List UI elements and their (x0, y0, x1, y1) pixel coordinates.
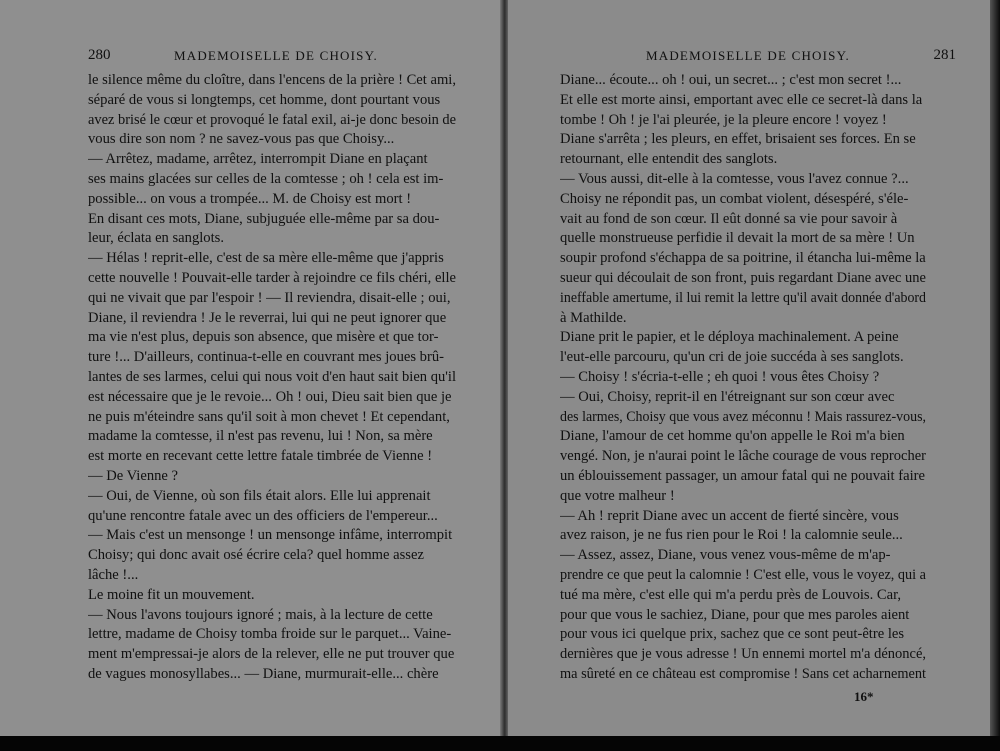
right-page-text-line: — Choisy ! s'écria-t-elle ; eh quoi ! vous êtes Choisy ? (560, 368, 880, 385)
right-running-title: MADEMOISELLE DE CHOISY. (646, 48, 850, 63)
left-page-text-line: — Arrêtez, madame, arrêtez, interrompit Diane en plaçant (88, 151, 428, 168)
left-page-text-line: de vagues monosyllabes... — Diane, murmurait-elle... chère (88, 665, 439, 682)
left-page-text-line: Le moine fit un mouvement. (88, 586, 255, 603)
left-page-text-line: En disant ces mots, Diane, subjuguée elle-même par sa dou- (88, 210, 440, 227)
left-page-text-line: cette nouvelle ! Pouvait-elle tarder à rejoindre ce fils chéri, elle (88, 269, 456, 286)
right-page-text-line: un éblouissement passager, un amour fatal qui ne pouvait faire (560, 467, 925, 484)
left-page-number: 280 (88, 47, 111, 63)
right-page-text-line: quelle monstrueuse perfidie il devait la mort de sa mère ! Un (560, 230, 915, 247)
right-page-text-line: vengé. Non, je n'aurai point le lâche courage de vous reprocher (560, 448, 926, 465)
left-page-body (88, 71, 456, 685)
right-page-text-line: prendre ce que peut la calomnie ! C'est elle, vous le voyez, qui a (560, 566, 926, 583)
left-page-text-line: qu'une rencontre fatale avec un des officiers de l'empereur... (88, 507, 438, 524)
left-page-text-line: est nécessaire que je le revoie... Oh ! oui, Dieu sait bien que je (88, 388, 452, 405)
right-page-text-line: sueur qui découlait de son front, puis regardant Diane avec une (560, 269, 926, 286)
right-page-text-line: tombe ! Oh ! je l'ai pleurée, je la pleure encore ! voyez ! (560, 111, 887, 128)
left-page-text-line: madame la comtesse, il n'est pas revenu, lui ! Non, sa mère (88, 428, 433, 445)
right-page-text-line: ma sûreté en ce château est compromise ! Sans cet acharnement (560, 665, 926, 682)
right-page-text-line: — Ah ! reprit Diane avec un accent de fierté sincère, vous (560, 507, 899, 524)
left-page-text-line: — Oui, de Vienne, où son fils était alors. Elle lui apprenait (88, 487, 431, 504)
left-page-text-line: lantes de ses larmes, celui qui nous voit d'en haut sait bien qu'il (88, 368, 456, 385)
right-page-text-line: pour que vous le sachiez, Diane, pour que mes paroles aient (560, 606, 910, 623)
right-page-text-line: à Mathilde. (560, 309, 627, 326)
right-page-text-line: — Assez, assez, Diane, vous venez vous-même de m'ap- (560, 547, 891, 564)
right-page-text-line: que votre malheur ! (560, 487, 675, 504)
right-page-text-line: Et elle est morte ainsi, emportant avec elle ce secret-là dans la (560, 91, 923, 108)
left-page-text-line: ment m'empressai-je alors de la relever, elle ne put trouver que (88, 646, 455, 663)
left-page-text-line: ses mains glacées sur celles de la comtesse ; oh ! cela est im- (88, 170, 444, 187)
right-page-text-line: avez raison, je ne fus rien pour le Roi ! la calomnie seule... (560, 527, 903, 544)
right-page-text-line: Diane, l'amour de cet homme qu'on appelle le Roi m'a bien (560, 428, 905, 445)
scan-bottom-edge (0, 736, 1000, 751)
left-page-text-line: ma vie n'est plus, depuis son absence, que misère et que tor- (88, 329, 439, 346)
left-page-text-line: possible... on vous a trompée... M. de Choisy est mort ! (88, 190, 412, 207)
scan-right-edge (990, 0, 1000, 751)
left-running-title: MADEMOISELLE DE CHOISY. (174, 48, 378, 63)
right-page-number: 281 (933, 47, 956, 63)
right-page (508, 0, 1000, 740)
left-page-header (88, 47, 456, 65)
right-page-text-line: — Oui, Choisy, reprit-il en l'étreignant sur son cœur avec (560, 388, 895, 405)
right-page-text-line: retournant, elle entendit des sanglots. (560, 151, 778, 168)
left-page-text-line: — Hélas ! reprit-elle, c'est de sa mère elle-même que j'appris (88, 250, 444, 267)
left-page-text-line: est morte en recevant cette lettre fatale timbrée de Vienne ! (88, 448, 433, 465)
right-page-text-line: Diane... écoute... oh ! oui, un secret... ; c'est mon secret !... (560, 72, 902, 88)
left-page-text-line: — Nous l'avons toujours ignoré ; mais, à la lecture de cette (88, 606, 433, 623)
left-page-text-line: qui ne vivait que par l'espoir ! — Il reviendra, disait-elle ; oui, (88, 289, 451, 306)
left-page-text-line: lettre, madame de Choisy tomba froide sur le parquet... Vaine- (88, 626, 452, 643)
right-page-body (560, 71, 926, 685)
right-page-text-line: tué ma mère, c'est elle qui m'a perdu près de Louvois. Car, (560, 586, 902, 603)
left-page-text-line: Diane, il reviendra ! Je le reverrai, lui qui ne peut ignorer que (88, 309, 447, 326)
left-page-text-line: lâche !... (88, 566, 139, 583)
right-page-text-line: Choisy ne répondit pas, un combat violent, désespéré, s'éle- (560, 190, 909, 207)
right-page-text-line: ineffable amertume, il lui remit la lettre qu'il avait donnée d'abord (560, 289, 926, 306)
left-page-text-line: — Mais c'est un mensonge ! un mensonge infâme, interrompit (88, 527, 453, 544)
left-page-text-line: ne puis m'éteindre sans qu'il soit à mon chevet ! Et cependant, (88, 408, 450, 425)
right-page-header (560, 47, 956, 65)
right-page-text-line: soupir profond s'échappa de sa poitrine, il étancha lui-même la (560, 250, 926, 267)
right-page-text-line: dernières que je vous adresse ! Un ennemi mortel m'a dénoncé, (560, 646, 926, 663)
left-page-text-line: séparé de vous si longtemps, cet homme, dont pourtant vous (88, 91, 441, 108)
left-page-text-line: avez brisé le cœur et provoqué le fatal exil, ai-je donc besoin de (88, 111, 456, 128)
left-page-text-line: Choisy; qui donc avait osé écrire cela? quel homme assez (88, 547, 424, 564)
right-page-text-line: des larmes, Choisy que vous avez méconnu ! Mais rassurez-vous, (560, 408, 926, 425)
signature-mark: 16* (854, 689, 874, 704)
right-page-text-line: Diane s'arrêta ; les pleurs, en effet, brisaient ses forces. En se (560, 131, 916, 148)
left-page-text-line: leur, éclata en sanglots. (88, 230, 224, 247)
right-page-text-line: pour vous ici quelque prix, sachez que ce sont peut-être les (560, 626, 905, 643)
left-page-text-line: ture !... D'ailleurs, continua-t-elle en couvrant mes joues brû- (88, 349, 445, 366)
right-page-text-line: vait au fond de son cœur. Il eût donné sa vie pour savoir à (560, 210, 898, 227)
left-page-text-line: — De Vienne ? (88, 467, 179, 484)
left-page (0, 0, 502, 740)
right-page-text-line: — Vous aussi, dit-elle à la comtesse, vous l'avez connue ?... (560, 170, 909, 187)
right-page-text-line: Diane prit le papier, et le déploya machinalement. A peine (560, 329, 899, 346)
left-page-text-line: le silence même du cloître, dans l'encens de la prière ! Cet ami, (88, 72, 456, 88)
left-page-text-line: vous dire son nom ? ne savez-vous pas que Choisy... (88, 131, 395, 148)
right-page-text-line: l'eut-elle parcouru, qu'un cri de joie succéda à ses sanglots. (560, 349, 904, 366)
